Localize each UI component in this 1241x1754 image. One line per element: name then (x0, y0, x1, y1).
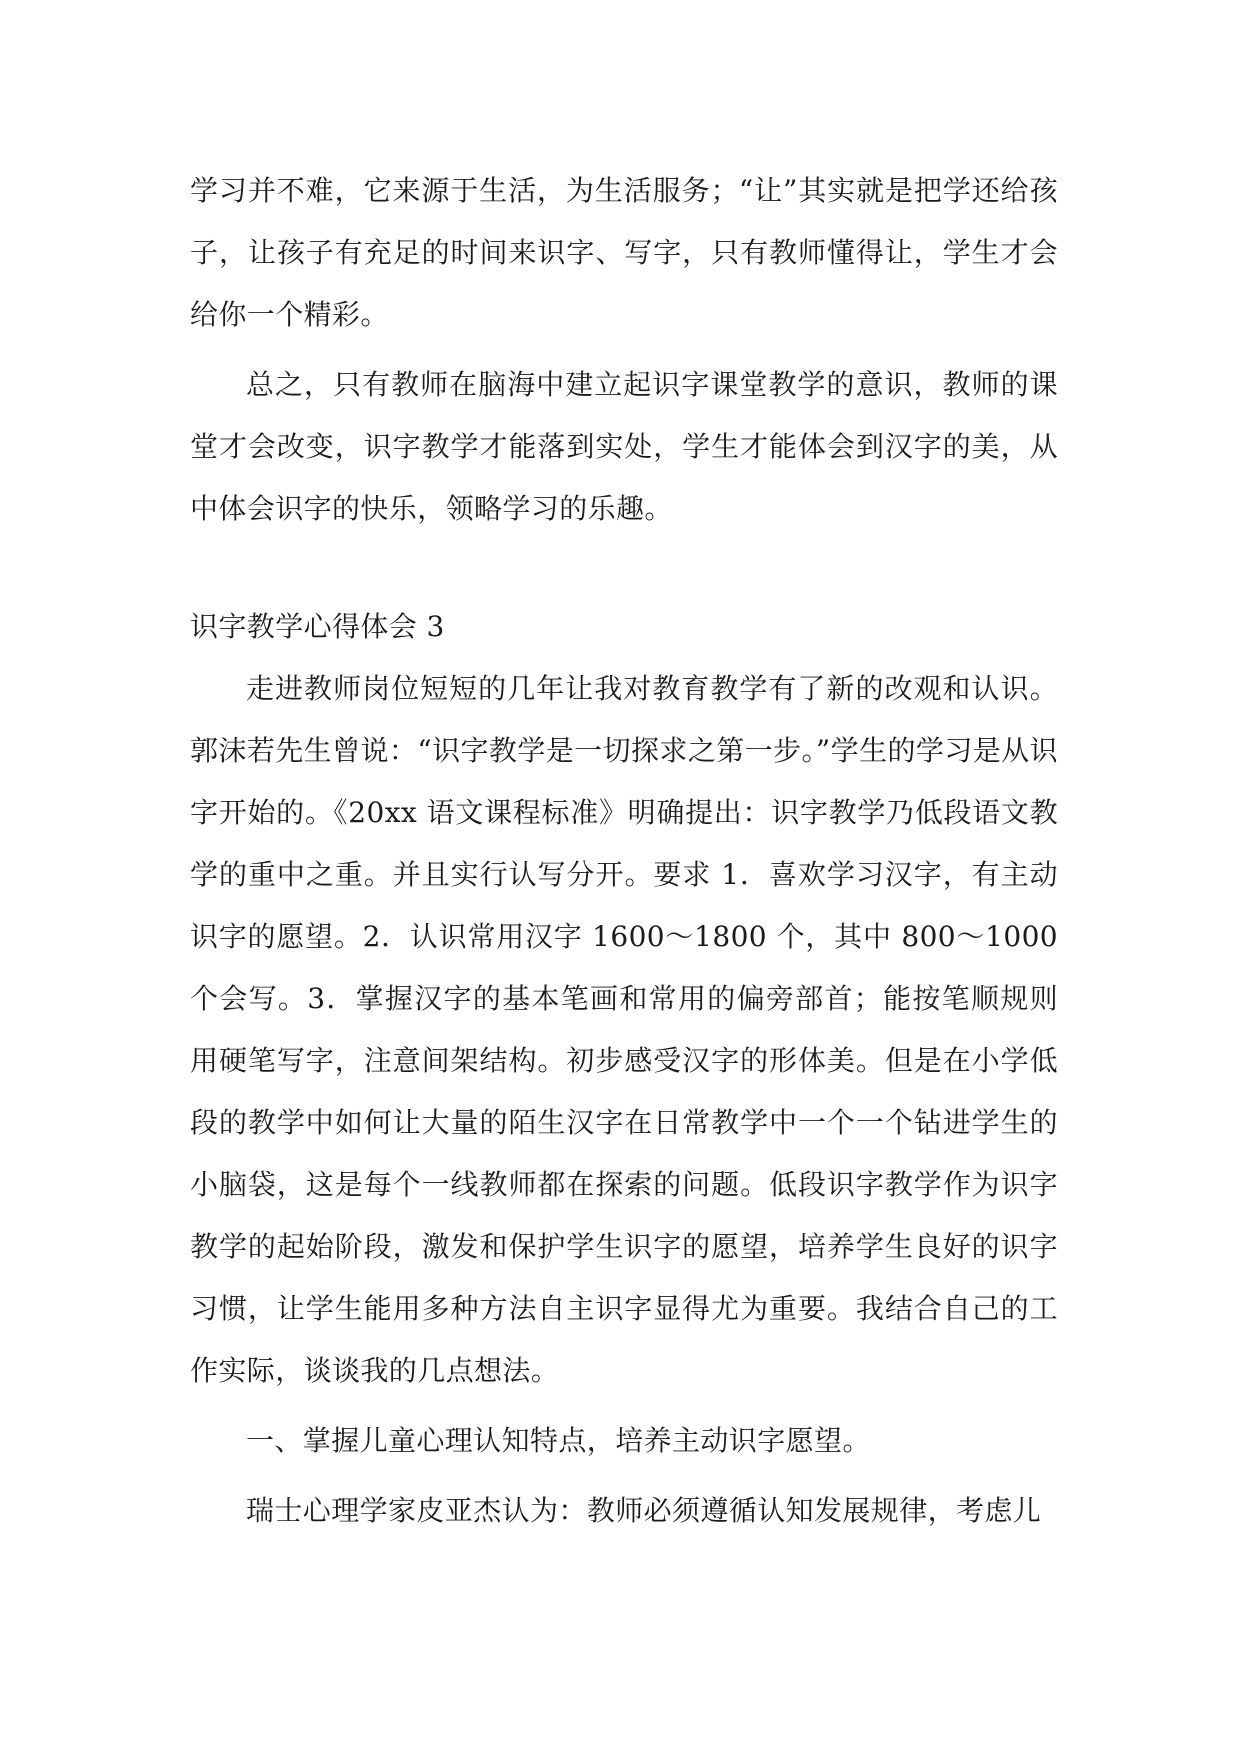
section-title: 识字教学心得体会 3 (190, 610, 445, 643)
paragraph-conclusion: 总之，只有教师在脑海中建立起识字课堂教学的意识，教师的课堂才会改变，识字教学才能落到实处，学生才能体会到汉字的美，从中体会识字的快乐，领略学习的乐趣。 (190, 368, 1058, 525)
paragraph-subheading: 一、掌握儿童心理认知特点，培养主动识字愿望。 (246, 1424, 871, 1457)
paragraph-piaget: 瑞士心理学家皮亚杰认为：教师必须遵循认知发展规律，考虑儿 (246, 1494, 1042, 1527)
paragraph-intro: 走进教师岗位短短的几年让我对教育教学有了新的改观和认识。郭沫若先生曾说：“识字教学是一切探求之第一步。”学生的学习是从识字开始的。《20xx 语文课程标准》明确提出：识字教学乃低段语文教学的重中之重。并且实行认写分开。要求 1．喜欢学习汉字，有主动识字的愿望。2．认识常用汉字 1600～1800 个，其中 800～1000 个会写。3．掌握汉字的基本笔画和常用的偏旁部首；能按笔顺规则用硬笔写字，注意间架结构。初步感受汉字的形体美。但是在小学低段的教学中如何让大量的陌生汉字在日常教学中一个一个钻进学生的小脑袋，这是每个一线教师都在探索的问题。低段识字教学作为识字教学的起始阶段，激发和保护学生识字的愿望，培养学生良好的识字习惯，让学生能用多种方法自主识字显得尤为重要。我结合自己的工作实际，谈谈我的几点想法。 (190, 672, 1058, 1387)
paragraph-continuation: 学习并不难，它来源于生活，为生活服务；“让”其实就是把学还给孩子，让孩子有充足的时间来识字、写字，只有教师懂得让，学生才会给你一个精彩。 (190, 174, 1058, 331)
document-page (190, 160, 1058, 1542)
